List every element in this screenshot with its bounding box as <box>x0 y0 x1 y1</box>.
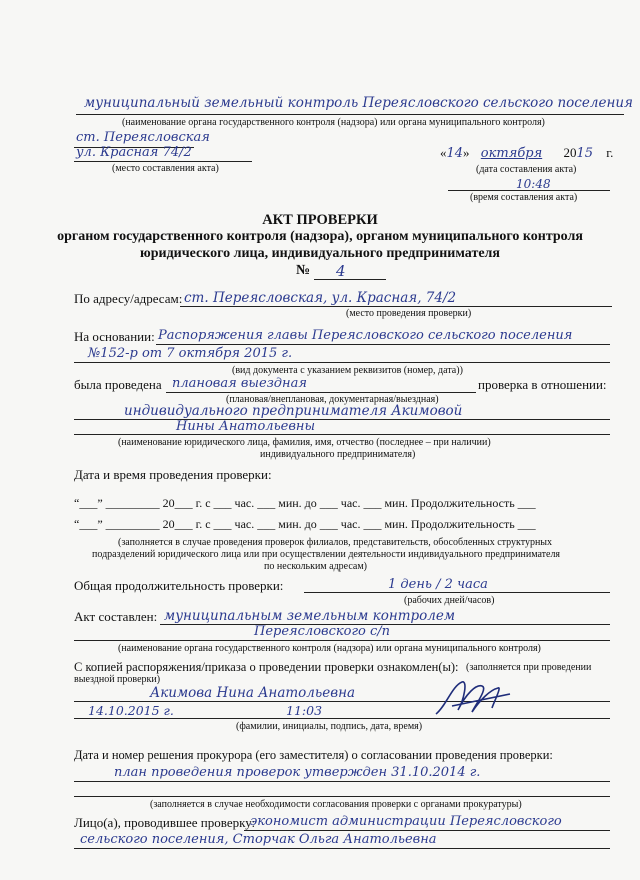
copy-underline-1 <box>74 701 610 702</box>
datetime-row-1: “___” _________ 20___ г. с ___ час. ___ мин. до ___ час. ___ мин. Продолжительность ___ <box>74 496 536 510</box>
prosecutor-caption: (заполняется в случае необходимости согласования проверки с органами прокуратуры) <box>150 799 522 810</box>
prosecutor-underline-1 <box>74 781 610 782</box>
composed-handwritten-1: муниципальным земельным контролем <box>164 608 456 624</box>
conducted-caption: (плановая/внеплановая, документарная/выездная) <box>226 394 439 405</box>
copy-handwritten-name: Акимова Нина Анатольевна <box>150 685 356 701</box>
act-number-value: 4 <box>336 262 346 280</box>
copy-handwritten-time: 11:03 <box>286 703 323 718</box>
composed-caption: (наименование органа государственного контроля (надзора) или органа муниципального контроля) <box>118 643 541 654</box>
place-underline-2 <box>74 161 252 162</box>
subject-handwritten-1: индивидуального предпринимателя Акимовой <box>124 403 463 419</box>
date-open-quote: « <box>440 145 447 160</box>
place-caption: (место составления акта) <box>112 163 219 174</box>
subject-handwritten-2: Нины Анатольевны <box>176 419 316 434</box>
address-underline <box>180 306 612 307</box>
datetime-label: Дата и время проведения проверки: <box>74 467 272 482</box>
inspector-underline-2 <box>74 848 610 849</box>
organ-name-handwritten: муниципальный земельный контроль Переясловского сельского поселения <box>84 95 633 111</box>
datetime-caption-1: (заполняется в случае проведения проверок филиалов, представительств, обособленных структурных <box>118 537 553 548</box>
date-row <box>440 145 613 161</box>
address-caption: (место проведения проверки) <box>346 308 472 319</box>
duration-label: Общая продолжительность проверки: <box>74 578 284 593</box>
organ-caption: (наименование органа государственного контроля (надзора) или органа муниципального контроля) <box>122 117 545 128</box>
composed-underline-2 <box>74 640 610 641</box>
basis-underline-1 <box>156 344 610 345</box>
basis-label: На основании: <box>74 329 155 344</box>
date-close-quote: » <box>463 145 470 160</box>
composed-label: Акт составлен: <box>74 609 158 624</box>
copy-handwritten-date: 14.10.2015 г. <box>88 703 174 718</box>
inspector-handwritten-1: экономист администрации Переясловского <box>250 814 562 829</box>
datetime-caption-3: по нескольким адресам) <box>264 561 368 572</box>
place-handwritten-1: ст. Переясловская <box>76 130 210 145</box>
subject-caption-2: индивидуального предпринимателя) <box>260 449 416 460</box>
date-caption: (дата составления акта) <box>476 164 577 175</box>
conducted-suffix: проверка в отношении: <box>478 377 607 392</box>
time-underline <box>448 190 610 191</box>
copy-underline-2 <box>74 718 610 719</box>
duration-underline <box>304 592 610 593</box>
subject-underline-2 <box>74 434 610 435</box>
conducted-label: была проведена <box>74 377 162 392</box>
copy-note-2: выездной проверки) <box>74 674 161 685</box>
datetime-caption-2: подразделений юридического лица или при осуществлении деятельности индивидуального предпринимателя <box>92 549 561 560</box>
address-label: По адресу/адресам: <box>74 291 183 306</box>
signature-icon <box>432 676 512 722</box>
act-subtitle-2: юридического лица, индивидуального предпринимателя <box>140 246 500 261</box>
place-handwritten-2: ул. Красная 74/2 <box>76 145 192 160</box>
copy-label: С копией распоряжения/приказа о проведении проверки ознакомлен(ы): <box>74 660 459 674</box>
basis-caption: (вид документа с указанием реквизитов (номер, дата)) <box>232 365 463 376</box>
duration-handwritten: 1 день / 2 часа <box>388 577 488 592</box>
organ-underline <box>76 114 624 115</box>
prosecutor-label: Дата и номер решения прокурора (его заместителя) о согласовании проведения проверки: <box>74 748 553 762</box>
conducted-underline <box>166 392 476 393</box>
address-handwritten: ст. Переясловская, ул. Красная, 74/2 <box>184 290 457 306</box>
prosecutor-handwritten: план проведения проверок утвержден 31.10.2014 г. <box>114 765 481 780</box>
inspector-handwritten-2: сельского поселения, Сторчак Ольга Анатольевна <box>80 832 437 847</box>
date-year-prefix: 20 <box>563 145 577 160</box>
datetime-row-2: “___” _________ 20___ г. с ___ час. ___ мин. до ___ час. ___ мин. Продолжительность ___ <box>74 517 536 531</box>
date-month: октября <box>480 146 543 161</box>
act-number-label: № <box>296 263 311 278</box>
conducted-handwritten: плановая выездная <box>172 376 307 391</box>
subject-caption-1: (наименование юридического лица, фамилия, имя, отчество (последнее – при наличии) <box>118 437 491 448</box>
duration-caption: (рабочих дней/часов) <box>404 595 495 606</box>
basis-handwritten-1: Распоряжения главы Переясловского сельского поселения <box>158 328 573 343</box>
time-handwritten: 10:48 <box>516 177 551 191</box>
time-caption: (время составления акта) <box>470 192 578 203</box>
basis-underline-2 <box>74 362 610 363</box>
date-day: 14 <box>446 146 464 161</box>
copy-caption: (фамилии, инициалы, подпись, дата, время) <box>236 721 423 732</box>
basis-handwritten-2: №152-р от 7 октября 2015 г. <box>88 346 293 361</box>
act-title: АКТ ПРОВЕРКИ <box>262 212 378 228</box>
composed-handwritten-2: Переясловского с/п <box>254 624 391 639</box>
prosecutor-underline-2 <box>74 796 610 797</box>
act-subtitle-1: органом государственного контроля (надзора), органом муниципального контроля <box>57 229 583 244</box>
inspector-underline-1 <box>244 830 610 831</box>
act-number-underline <box>314 279 386 280</box>
inspector-label: Лицо(а), проводившее проверку: <box>74 815 256 830</box>
subject-underline-1 <box>74 419 610 420</box>
copy-note-1: (заполняется при проведении <box>466 662 592 673</box>
date-year-suffix: 15 <box>576 146 593 161</box>
date-year-label: г. <box>606 145 614 160</box>
